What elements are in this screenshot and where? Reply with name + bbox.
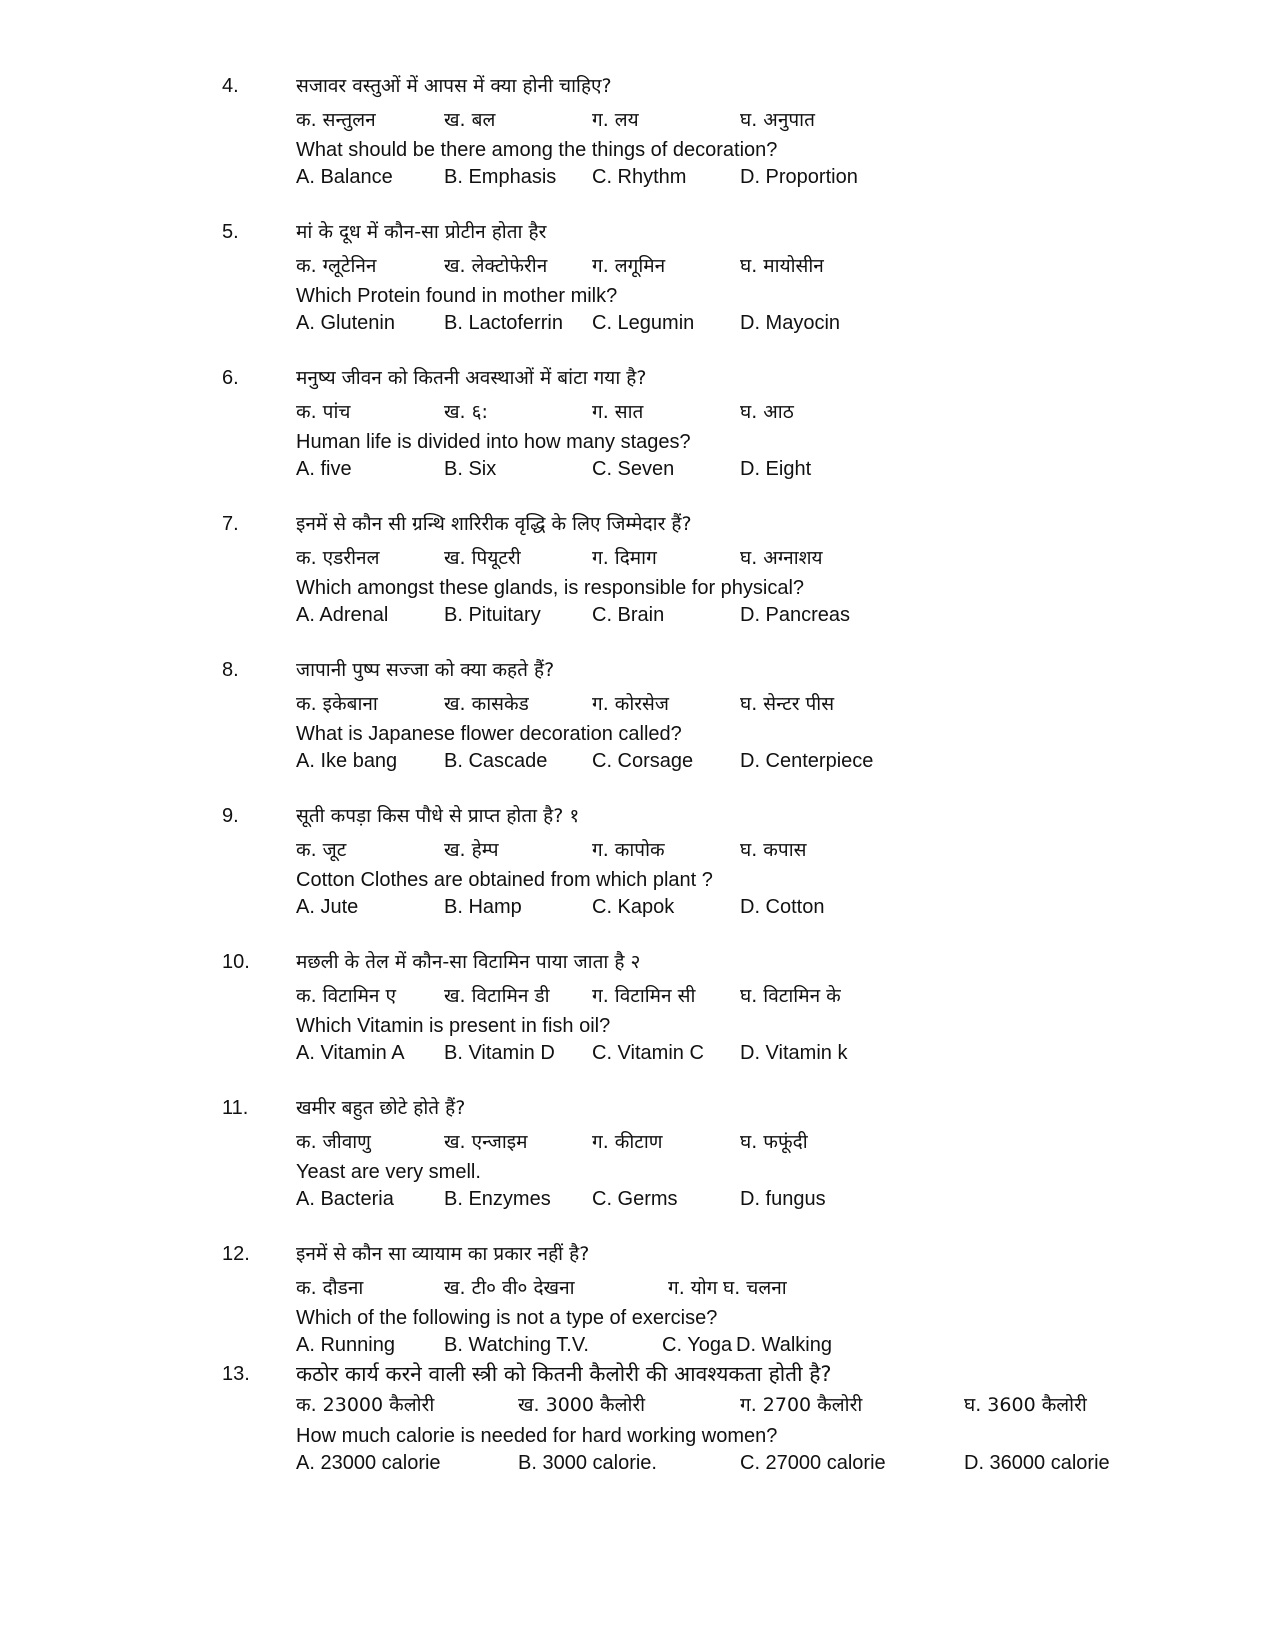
option-ka: क. पांच <box>296 401 351 423</box>
option-c: C. Yoga <box>662 1334 733 1356</box>
option-kha: ख. विटामिन डी <box>444 985 550 1007</box>
option-a: A. Running <box>296 1334 395 1356</box>
question-text-english: Human life is divided into how many stages? <box>296 431 691 453</box>
option-a: A. Bacteria <box>296 1188 394 1210</box>
option-kha: ख. बल <box>444 109 496 131</box>
option-ga: ग. सात <box>592 401 644 423</box>
option-a: A. Jute <box>296 896 359 918</box>
option-d: D. Pancreas <box>740 604 851 626</box>
option-a: A. Vitamin A <box>296 1042 405 1064</box>
option-kha: ख. ६: <box>444 401 488 423</box>
question-text-english: How much calorie is needed for hard working women? <box>296 1425 778 1447</box>
option-ga: ग. लगूमिन <box>592 255 666 277</box>
option-gha: घ. कपास <box>740 839 807 861</box>
option-ga: ग. योग <box>668 1277 718 1299</box>
question-text-english: Cotton Clothes are obtained from which plant ? <box>296 869 713 891</box>
option-b: B. Pituitary <box>444 604 541 626</box>
question-text-hindi: मछली के तेल में कौन-सा विटामिन पाया जाता है २ <box>296 951 641 973</box>
option-kha: ख. 3000 कैलोरी <box>518 1394 646 1416</box>
option-ka: क. ग्लूटेनिन <box>296 255 377 277</box>
question-number: 13. <box>222 1363 250 1385</box>
question-text-hindi: इनमें से कौन सा व्यायाम का प्रकार नहीं है? <box>296 1243 590 1265</box>
question-text-english: Which amongst these glands, is responsible for physical? <box>296 577 805 599</box>
option-gha: घ. सेन्टर पीस <box>740 693 835 715</box>
question-text-english: Which Protein found in mother milk? <box>296 285 618 307</box>
question-text-hindi: खमीर बहुत छोटे होते हैं? <box>296 1097 466 1119</box>
option-a: A. 23000 calorie <box>296 1452 441 1474</box>
option-d: D. Cotton <box>740 896 825 918</box>
option-ga: ग. लय <box>592 109 639 131</box>
option-kha: ख. कासकेड <box>444 693 529 715</box>
question-text-english: Yeast are very smell. <box>296 1161 481 1183</box>
option-ka: क. दौडना <box>296 1277 364 1299</box>
question-number: 4. <box>222 75 239 97</box>
option-ka: क. सन्तुलन <box>296 109 376 131</box>
question-number: 7. <box>222 513 239 535</box>
option-gha: घ. फफूंदी <box>740 1131 808 1153</box>
question-text-english: Which Vitamin is present in fish oil? <box>296 1015 611 1037</box>
option-c: C. Vitamin C <box>592 1042 704 1064</box>
option-ga: ग. कीटाण <box>592 1131 663 1153</box>
option-c: C. Kapok <box>592 896 675 918</box>
option-b: B. Watching T.V. <box>444 1334 589 1356</box>
option-b: B. Hamp <box>444 896 522 918</box>
option-ka: क. जूट <box>296 839 347 861</box>
option-d: D. Eight <box>740 458 812 480</box>
option-ga: ग. दिमाग <box>592 547 657 569</box>
option-a: A. Ike bang <box>296 750 398 772</box>
question-number: 9. <box>222 805 239 827</box>
option-d: D. Mayocin <box>740 312 841 334</box>
option-c: C. Corsage <box>592 750 694 772</box>
question-number: 6. <box>222 367 239 389</box>
option-b: B. Enzymes <box>444 1188 551 1210</box>
option-c: C. Legumin <box>592 312 695 334</box>
question-number: 10. <box>222 951 250 973</box>
option-c: C. 27000 calorie <box>740 1452 886 1474</box>
question-text-hindi: कठोर कार्य करने वाली स्त्री को कितनी कैलोरी की आवश्यकता होती है? <box>296 1362 832 1386</box>
option-b: B. Six <box>444 458 497 480</box>
question-text-english: What is Japanese flower decoration called? <box>296 723 682 745</box>
option-ga: ग. कोरसेज <box>592 693 670 715</box>
option-a: A. five <box>296 458 352 480</box>
question-text-hindi: मां के दूध में कौन-सा प्रोटीन होता हैर <box>296 221 547 243</box>
option-gha: घ. अग्नाशय <box>740 547 823 569</box>
option-kha: ख. हेम्प <box>444 839 499 861</box>
option-gha: घ. मायोसीन <box>740 255 824 277</box>
option-ga: ग. 2700 कैलोरी <box>740 1394 863 1416</box>
question-text-english: Which of the following is not a type of exercise? <box>296 1307 718 1329</box>
option-c: C. Brain <box>592 604 665 626</box>
question-number: 5. <box>222 221 239 243</box>
option-gha: घ. विटामिन के <box>740 985 841 1007</box>
option-c: C. Rhythm <box>592 166 687 188</box>
option-b: B. Vitamin D <box>444 1042 555 1064</box>
option-c: C. Seven <box>592 458 675 480</box>
option-gha: घ. आठ <box>740 401 794 423</box>
option-ka: क. इकेबाना <box>296 693 378 715</box>
option-d: D. Proportion <box>740 166 858 188</box>
option-b: B. Lactoferrin <box>444 312 563 334</box>
option-ka: क. 23000 कैलोरी <box>296 1394 435 1416</box>
option-d: D. fungus <box>740 1188 826 1210</box>
question-number: 12. <box>222 1243 250 1265</box>
option-gha: घ. 3600 कैलोरी <box>964 1394 1087 1416</box>
question-text-english: What should be there among the things of decoration? <box>296 139 778 161</box>
option-gha: घ. अनुपात <box>740 109 815 131</box>
question-number: 11. <box>222 1097 249 1119</box>
option-b: B. Cascade <box>444 750 548 772</box>
option-kha: ख. लेक्टोफेरीन <box>444 255 548 277</box>
option-ga: ग. कापोक <box>592 839 665 861</box>
question-text-hindi: सूती कपड़ा किस पौधे से प्राप्त होता है? १ <box>296 805 580 827</box>
option-gha: घ. चलना <box>723 1277 787 1299</box>
question-text-hindi: इनमें से कौन सी ग्रन्थि शारिरीक वृद्धि के लिए जिम्मेदार हैं? <box>296 513 692 535</box>
option-c: C. Germs <box>592 1188 678 1210</box>
option-ka: क. एडरीनल <box>296 547 380 569</box>
option-d: D. Centerpiece <box>740 750 874 772</box>
option-kha: ख. टी० वी० देखना <box>444 1277 575 1299</box>
question-text-hindi: सजावर वस्तुओं में आपस में क्या होनी चाहिए? <box>296 75 612 97</box>
option-ga: ग. विटामिन सी <box>592 985 696 1007</box>
option-ka: क. जीवाणु <box>296 1131 371 1153</box>
option-d: D. 36000 calorie <box>964 1452 1110 1474</box>
option-b: B. Emphasis <box>444 166 557 188</box>
option-kha: ख. एन्जाइम <box>444 1131 528 1153</box>
option-b: B. 3000 calorie. <box>518 1452 657 1474</box>
option-a: A. Glutenin <box>296 312 395 334</box>
question-number: 8. <box>222 659 239 681</box>
option-d: D. Vitamin k <box>740 1042 848 1064</box>
option-kha: ख. पियूटरी <box>444 547 521 569</box>
option-ka: क. विटामिन ए <box>296 985 397 1007</box>
option-a: A. Adrenal <box>296 604 389 626</box>
question-text-hindi: जापानी पुष्प सज्जा को क्या कहते हैं? <box>296 659 555 681</box>
option-d: D. Walking <box>736 1334 832 1356</box>
option-a: A. Balance <box>296 166 393 188</box>
question-text-hindi: मनुष्य जीवन को कितनी अवस्थाओं में बांटा गया है? <box>296 367 647 389</box>
